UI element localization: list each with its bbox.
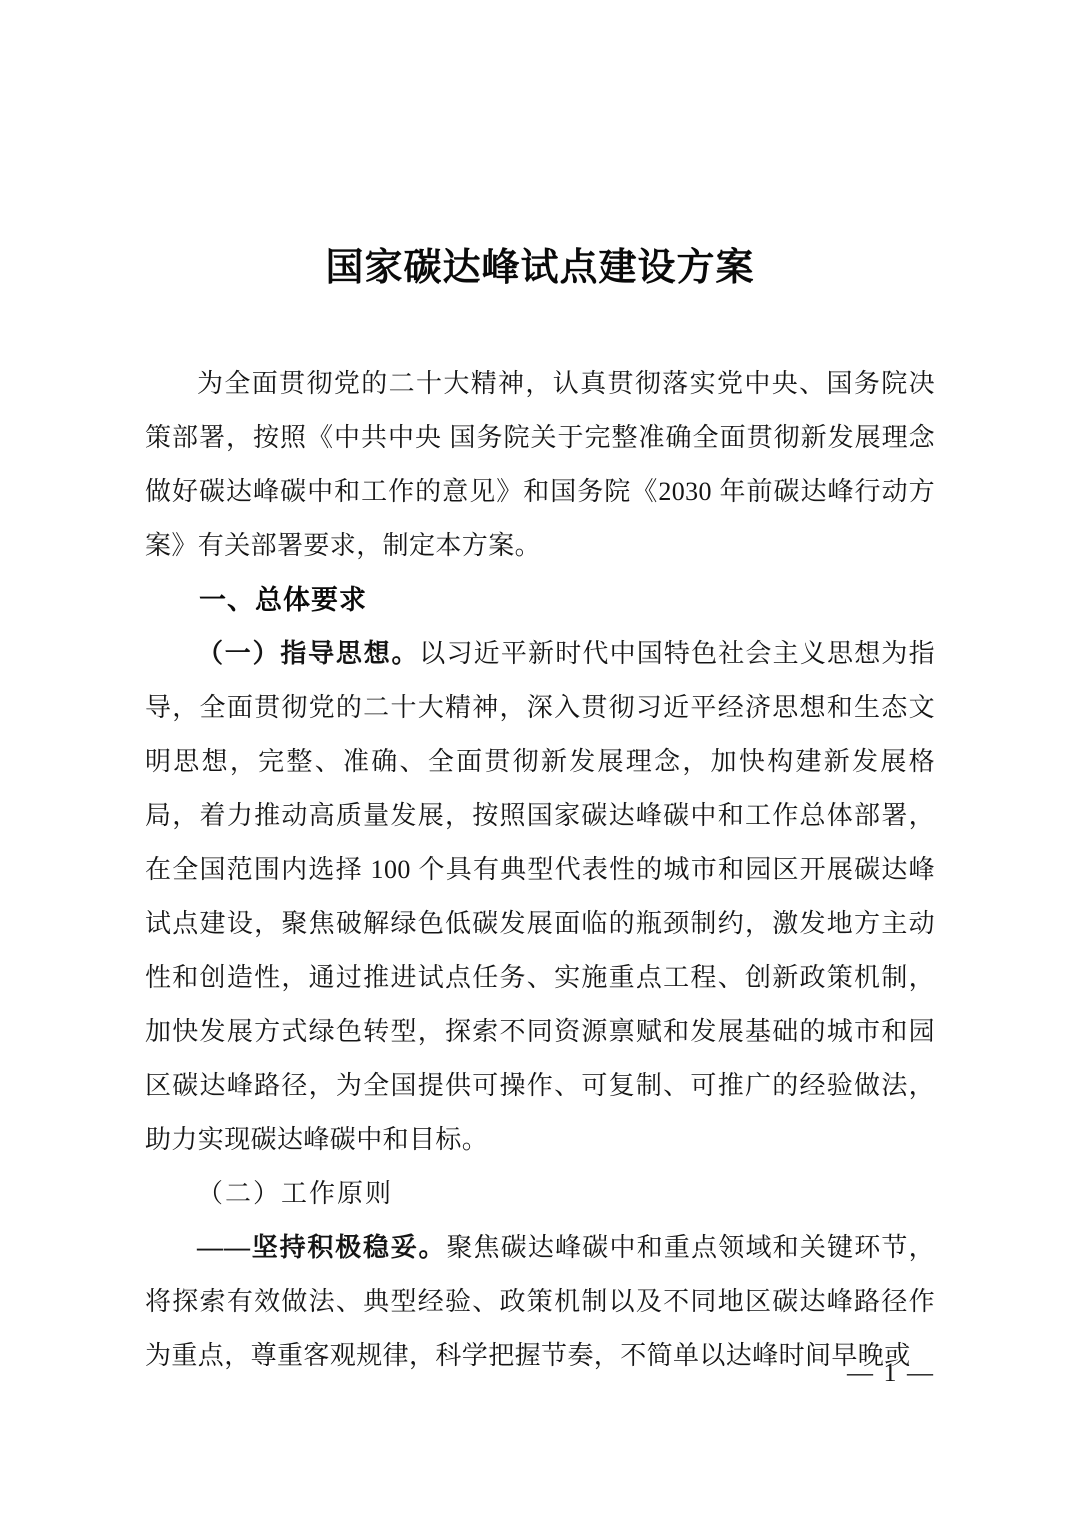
paragraph-intro: 为全面贯彻党的二十大精神，认真贯彻落实党中央、国务院决策部署，按照《中共中央 国务院关于完整准确全面贯彻新发展理念做好碳达峰碳中和工作的意见》和国务院《2030 年前碳达峰行动方案》有关部署要求，制定本方案。 bbox=[145, 369, 935, 560]
paragraph-principle-active-steady bbox=[145, 1221, 935, 1383]
paragraph-guiding-thought bbox=[145, 627, 935, 1167]
guiding-thought-label: （一）指导思想。 bbox=[197, 639, 420, 668]
subsection-heading-work-principles: （二）工作原则 bbox=[197, 1179, 394, 1208]
section-heading-overall-requirements: 一、总体要求 bbox=[199, 585, 367, 615]
principle-label: ——坚持积极稳妥。 bbox=[197, 1233, 447, 1262]
guiding-thought-text: 以习近平新时代中国特色社会主义思想为指导，全面贯彻党的二十大精神，深入贯彻习近平经济思想和生态文明思想，完整、准确、全面贯彻新发展理念，加快构建新发展格局，着力推动高质量发展，按照国家碳达峰碳中和工作总体部署，在全国范围内选择 100 个具有典型代表性的城市和园区开展碳达峰试点建设，聚焦破解绿色低碳发展面临的瓶颈制约，激发地方主动性和创造性，通过推进试点任务、实施重点工程、创新政策机制，加快发展方式绿色转型，探索不同资源禀赋和发展基础的城市和园区碳达峰路径，为全国提供可操作、可复制、可推广的经验做法，助力实现碳达峰碳中和目标。 bbox=[145, 639, 935, 1154]
principle-text: 聚焦碳达峰碳中和重点领域和关键环节，将探索有效做法、典型经验、政策机制以及不同地区碳达峰路径作为重点，尊重客观规律，科学把握节奏，不简单以达峰时间早晚或 bbox=[145, 1233, 935, 1370]
page-number: — 1 — bbox=[847, 1358, 935, 1387]
document-title: 国家碳达峰试点建设方案 bbox=[325, 247, 755, 289]
